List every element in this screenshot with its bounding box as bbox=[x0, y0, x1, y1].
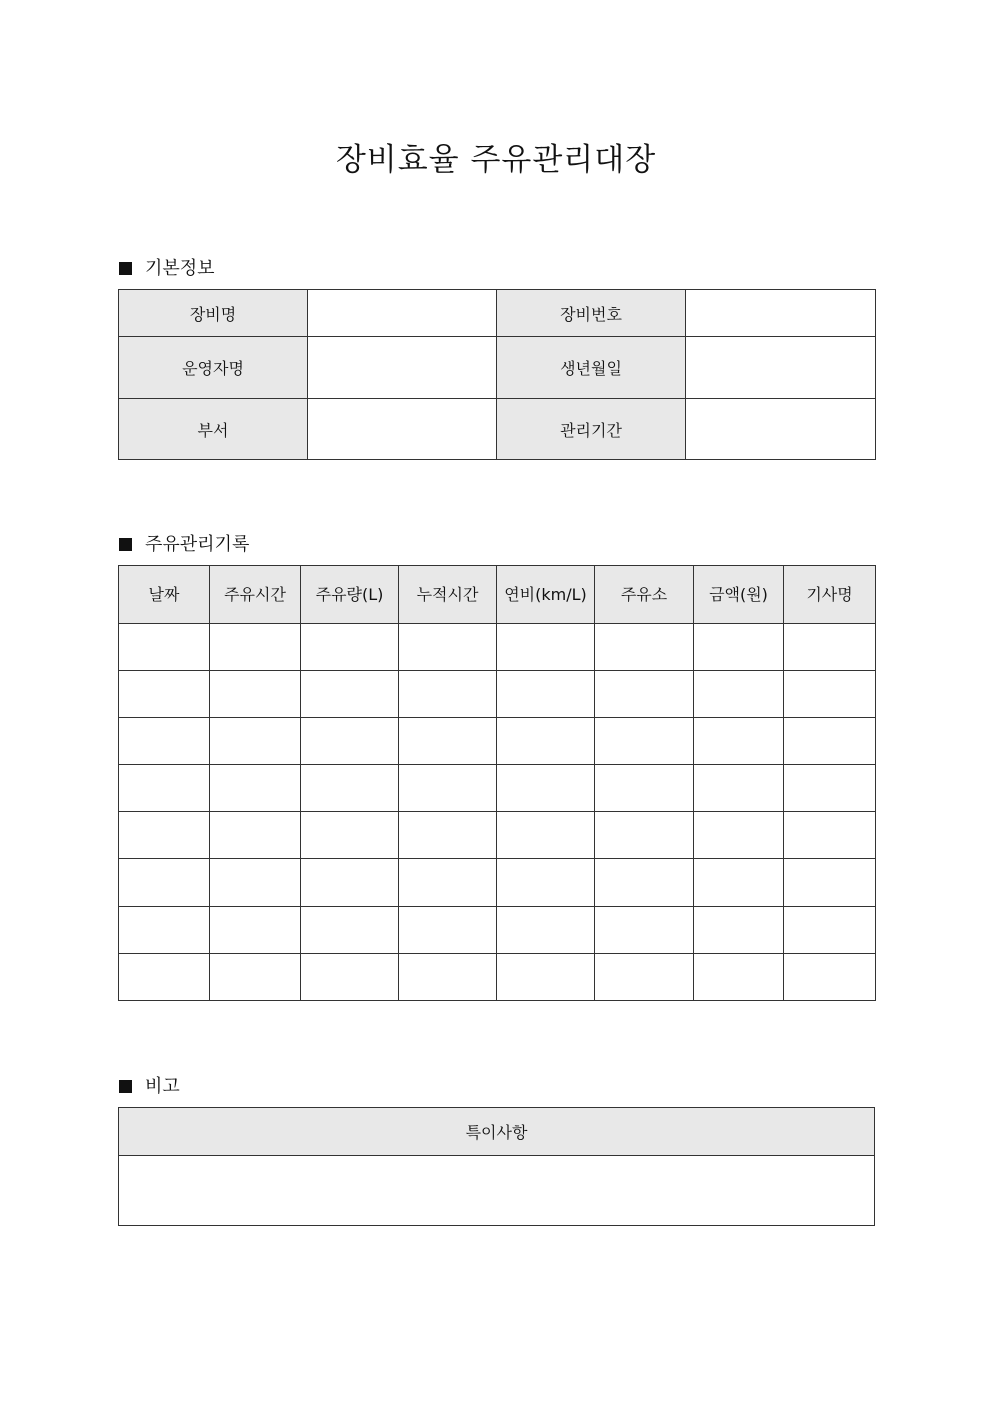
col-fuel-amount: 주유량(L) bbox=[301, 566, 399, 624]
table-cell[interactable] bbox=[119, 954, 210, 1001]
table-cell[interactable] bbox=[694, 954, 784, 1001]
table-cell[interactable] bbox=[210, 718, 301, 765]
table-cell[interactable] bbox=[119, 765, 210, 812]
table-cell[interactable] bbox=[210, 907, 301, 954]
remarks-heading-label: 비고 bbox=[145, 1076, 180, 1097]
table-cell[interactable] bbox=[595, 812, 694, 859]
table-cell[interactable] bbox=[119, 812, 210, 859]
col-special-notes: 특이사항 bbox=[119, 1108, 875, 1156]
remarks-content-row bbox=[119, 1156, 875, 1226]
table-cell[interactable] bbox=[399, 765, 497, 812]
label-operator-name: 운영자명 bbox=[119, 337, 308, 399]
table-cell[interactable] bbox=[497, 765, 595, 812]
table-cell[interactable] bbox=[595, 859, 694, 907]
table-cell[interactable] bbox=[497, 859, 595, 907]
table-cell[interactable] bbox=[784, 624, 876, 671]
label-equipment-name: 장비명 bbox=[119, 290, 308, 337]
table-cell[interactable] bbox=[595, 907, 694, 954]
table-cell[interactable] bbox=[595, 718, 694, 765]
table-cell[interactable] bbox=[784, 765, 876, 812]
table-cell[interactable] bbox=[784, 812, 876, 859]
table-cell[interactable] bbox=[784, 954, 876, 1001]
basic-info-row bbox=[119, 399, 876, 460]
fuel-log-heading bbox=[119, 530, 249, 556]
table-row bbox=[119, 907, 876, 954]
square-bullet-icon bbox=[119, 538, 132, 551]
table-cell[interactable] bbox=[210, 812, 301, 859]
table-cell[interactable] bbox=[694, 907, 784, 954]
basic-info-heading-label: 기본정보 bbox=[145, 258, 215, 279]
table-cell[interactable] bbox=[119, 907, 210, 954]
table-cell[interactable] bbox=[301, 907, 399, 954]
table-cell[interactable] bbox=[119, 718, 210, 765]
basic-info-row bbox=[119, 290, 876, 337]
table-cell[interactable] bbox=[301, 954, 399, 1001]
equipment-name-field[interactable] bbox=[308, 290, 497, 337]
table-cell[interactable] bbox=[399, 718, 497, 765]
page-title: 장비효율 주유관리대장 bbox=[335, 142, 657, 178]
table-cell[interactable] bbox=[210, 859, 301, 907]
col-cumulative-time: 누적시간 bbox=[399, 566, 497, 624]
table-cell[interactable] bbox=[595, 671, 694, 718]
table-cell[interactable] bbox=[399, 954, 497, 1001]
birth-date-field[interactable] bbox=[686, 337, 876, 399]
table-cell[interactable] bbox=[694, 765, 784, 812]
operator-name-field[interactable] bbox=[308, 337, 497, 399]
table-cell[interactable] bbox=[399, 624, 497, 671]
col-gas-station: 주유소 bbox=[595, 566, 694, 624]
table-cell[interactable] bbox=[301, 624, 399, 671]
table-cell[interactable] bbox=[694, 859, 784, 907]
table-cell[interactable] bbox=[497, 624, 595, 671]
table-cell[interactable] bbox=[784, 671, 876, 718]
table-row bbox=[119, 718, 876, 765]
table-cell[interactable] bbox=[399, 812, 497, 859]
table-cell[interactable] bbox=[784, 718, 876, 765]
table-cell[interactable] bbox=[301, 859, 399, 907]
table-cell[interactable] bbox=[497, 907, 595, 954]
table-cell[interactable] bbox=[694, 812, 784, 859]
col-fuel-efficiency: 연비(km/L) bbox=[497, 566, 595, 624]
department-field[interactable] bbox=[308, 399, 497, 460]
table-cell[interactable] bbox=[210, 671, 301, 718]
table-cell[interactable] bbox=[784, 907, 876, 954]
fuel-log-header-row bbox=[119, 566, 876, 624]
label-management-period: 관리기간 bbox=[497, 399, 686, 460]
table-cell[interactable] bbox=[210, 624, 301, 671]
col-driver-name: 기사명 bbox=[784, 566, 876, 624]
label-equipment-number: 장비번호 bbox=[497, 290, 686, 337]
col-cost: 금액(원) bbox=[694, 566, 784, 624]
table-row bbox=[119, 765, 876, 812]
col-date: 날짜 bbox=[119, 566, 210, 624]
special-notes-field[interactable] bbox=[119, 1156, 875, 1226]
table-cell[interactable] bbox=[497, 954, 595, 1001]
table-row bbox=[119, 624, 876, 671]
table-cell[interactable] bbox=[694, 624, 784, 671]
table-cell[interactable] bbox=[399, 859, 497, 907]
table-cell[interactable] bbox=[497, 718, 595, 765]
fuel-log-table bbox=[118, 565, 876, 1001]
basic-info-heading bbox=[119, 254, 215, 280]
col-fuel-time: 주유시간 bbox=[210, 566, 301, 624]
basic-info-row bbox=[119, 337, 876, 399]
square-bullet-icon bbox=[119, 1080, 132, 1093]
table-cell[interactable] bbox=[301, 718, 399, 765]
table-row bbox=[119, 671, 876, 718]
table-cell[interactable] bbox=[595, 624, 694, 671]
table-cell[interactable] bbox=[399, 671, 497, 718]
table-cell[interactable] bbox=[301, 812, 399, 859]
table-cell[interactable] bbox=[119, 859, 210, 907]
table-cell[interactable] bbox=[497, 812, 595, 859]
table-cell[interactable] bbox=[694, 671, 784, 718]
table-cell[interactable] bbox=[399, 907, 497, 954]
management-period-field[interactable] bbox=[686, 399, 876, 460]
table-row bbox=[119, 812, 876, 859]
table-cell[interactable] bbox=[119, 671, 210, 718]
table-cell[interactable] bbox=[301, 671, 399, 718]
table-row bbox=[119, 859, 876, 907]
fuel-log-heading-label: 주유관리기록 bbox=[145, 534, 250, 555]
basic-info-table bbox=[118, 289, 876, 460]
table-cell[interactable] bbox=[497, 671, 595, 718]
table-cell[interactable] bbox=[784, 859, 876, 907]
table-cell[interactable] bbox=[119, 624, 210, 671]
table-cell[interactable] bbox=[210, 765, 301, 812]
remarks-heading bbox=[119, 1072, 180, 1098]
square-bullet-icon bbox=[119, 262, 132, 275]
equipment-number-field[interactable] bbox=[686, 290, 876, 337]
remarks-table bbox=[118, 1107, 875, 1226]
table-row bbox=[119, 954, 876, 1001]
table-cell[interactable] bbox=[210, 954, 301, 1001]
label-department: 부서 bbox=[119, 399, 308, 460]
table-cell[interactable] bbox=[595, 954, 694, 1001]
table-cell[interactable] bbox=[694, 718, 784, 765]
table-cell[interactable] bbox=[301, 765, 399, 812]
label-birth-date: 생년월일 bbox=[497, 337, 686, 399]
table-cell[interactable] bbox=[595, 765, 694, 812]
remarks-header-row bbox=[119, 1108, 875, 1156]
